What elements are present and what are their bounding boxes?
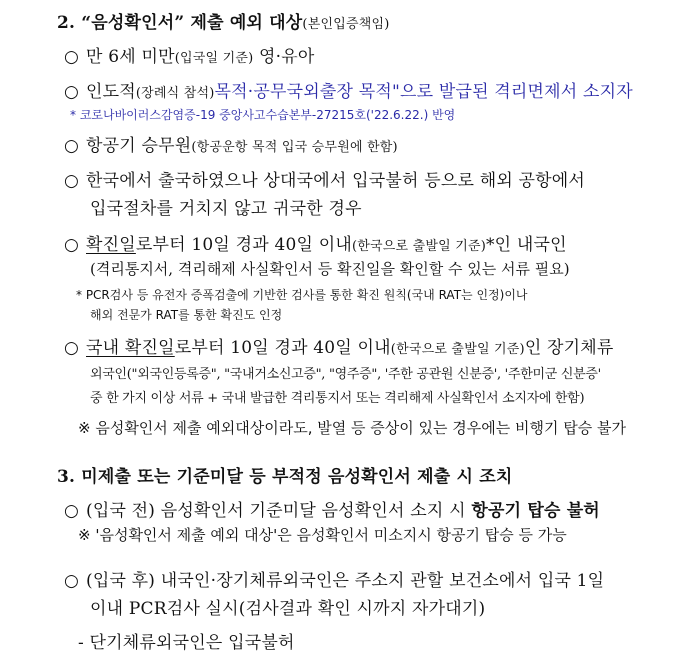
exemption-general-note: ※ 음성확인서 제출 예외대상이라도, 발열 등 증상이 있는 경우에는 비행기 탑승 불가 xyxy=(78,419,626,437)
item-text: (입국 전) 음성확인서 기준미달 음성확인서 소지 시 xyxy=(86,501,472,521)
item-highlight: 목적·공무국외출장 목적"으로 발급된 격리면제서 소지자 xyxy=(214,82,633,102)
exemption-item-recovered-note1: * PCR검사 등 유전자 증폭검출에 기반한 검사를 통한 확진 원칙(국내 RAT는 인정)이나 xyxy=(76,288,528,302)
item-tail: 영·유아 xyxy=(253,47,315,67)
circle-bullet-icon: ○ xyxy=(64,338,80,358)
circle-bullet-icon: ○ xyxy=(64,171,80,191)
section-2-title: 2. “음성확인서” 제출 예외 대상 xyxy=(57,13,303,33)
action-after-entry-line2: 이내 PCR검사 실시(검사결과 확인 시까지 자가대기) xyxy=(90,599,486,619)
action-after-entry xyxy=(64,566,604,591)
circle-bullet-icon: ○ xyxy=(64,82,80,102)
action-short-term-foreigner: - 단기체류외국인은 입국불허 xyxy=(78,633,295,653)
exemption-item-long-term-foreigner-line2: 외국인("외국인등록증", "국내거소신고증", "영주증", '주한 공관원 신분증', '주한미군 신분증' xyxy=(90,367,601,382)
circle-bullet-icon: ○ xyxy=(64,501,80,521)
item-tail: *인 내국인 xyxy=(485,235,567,255)
exemption-item-long-term-foreigner-line3: 중 한 가지 이상 서류 + 국내 발급한 격리통지서 또는 격리해제 사실확인서 소지자에 한함) xyxy=(90,391,585,406)
item-text: 로부터 10일 경과 40일 이내 xyxy=(174,338,391,358)
item-underlined: 확진일 xyxy=(86,235,136,255)
action-before-entry-note: ※ '음성확인서 제출 예외 대상'은 음성확인서 미소지시 항공기 탑승 등 가능 xyxy=(78,526,567,544)
exemption-item-recovered-line2: (격리통지서, 격리해제 사실확인서 등 확진일을 확인할 수 있는 서류 필요) xyxy=(90,260,570,278)
item-text: (입국 후) 내국인·장기체류외국인은 주소지 관할 보건소에서 입국 1일 xyxy=(86,571,605,591)
item-bold: 항공기 탑승 불허 xyxy=(471,501,600,521)
exemption-item-long-term-foreigner xyxy=(64,333,614,358)
section-2-heading xyxy=(57,8,390,33)
item-text: 항공기 승무원 xyxy=(86,136,192,156)
exemption-item-crew xyxy=(64,131,398,156)
section-2-heading-note: (본인입증책임) xyxy=(302,17,390,32)
exemption-item-denied-entry xyxy=(64,166,585,191)
item-paren: (입국일 기준) xyxy=(174,51,254,66)
exemption-item-recovered xyxy=(64,230,567,255)
item-underlined: 국내 확진일 xyxy=(86,338,175,358)
item-text: 한국에서 출국하였으나 상대국에서 입국불허 등으로 해외 공항에서 xyxy=(86,171,586,191)
exemption-item-humanitarian xyxy=(64,77,633,102)
section-3-heading: 3. 미제출 또는 기준미달 등 부적정 음성확인서 제출 시 조치 xyxy=(57,467,513,487)
exemption-item-humanitarian-note: * 코로나바이러스감염증-19 중앙사고수습본부-27215호('22.6.22.) 반영 xyxy=(70,108,456,122)
circle-bullet-icon: ○ xyxy=(64,47,80,67)
item-text: 만 6세 미만 xyxy=(86,47,175,67)
item-text: 로부터 10일 경과 40일 이내 xyxy=(135,235,352,255)
exemption-item-recovered-note2: 해외 전문가 RAT를 통한 확진도 인정 xyxy=(90,308,283,322)
exemption-item-infants xyxy=(64,42,314,67)
exemption-item-denied-entry-line2: 입국절차를 거치지 않고 귀국한 경우 xyxy=(90,199,362,219)
circle-bullet-icon: ○ xyxy=(64,136,80,156)
item-text: 인도적 xyxy=(86,82,136,102)
item-paren: (장례식 참석) xyxy=(135,86,215,101)
item-paren: (항공운항 목적 입국 승무원에 한함) xyxy=(191,140,398,155)
circle-bullet-icon: ○ xyxy=(64,235,80,255)
item-paren: (한국으로 출발일 기준) xyxy=(351,239,486,254)
circle-bullet-icon: ○ xyxy=(64,571,80,591)
action-before-entry xyxy=(64,496,600,521)
item-paren: (한국으로 출발일 기준) xyxy=(390,342,525,357)
item-tail: 인 장기체류 xyxy=(524,338,614,358)
